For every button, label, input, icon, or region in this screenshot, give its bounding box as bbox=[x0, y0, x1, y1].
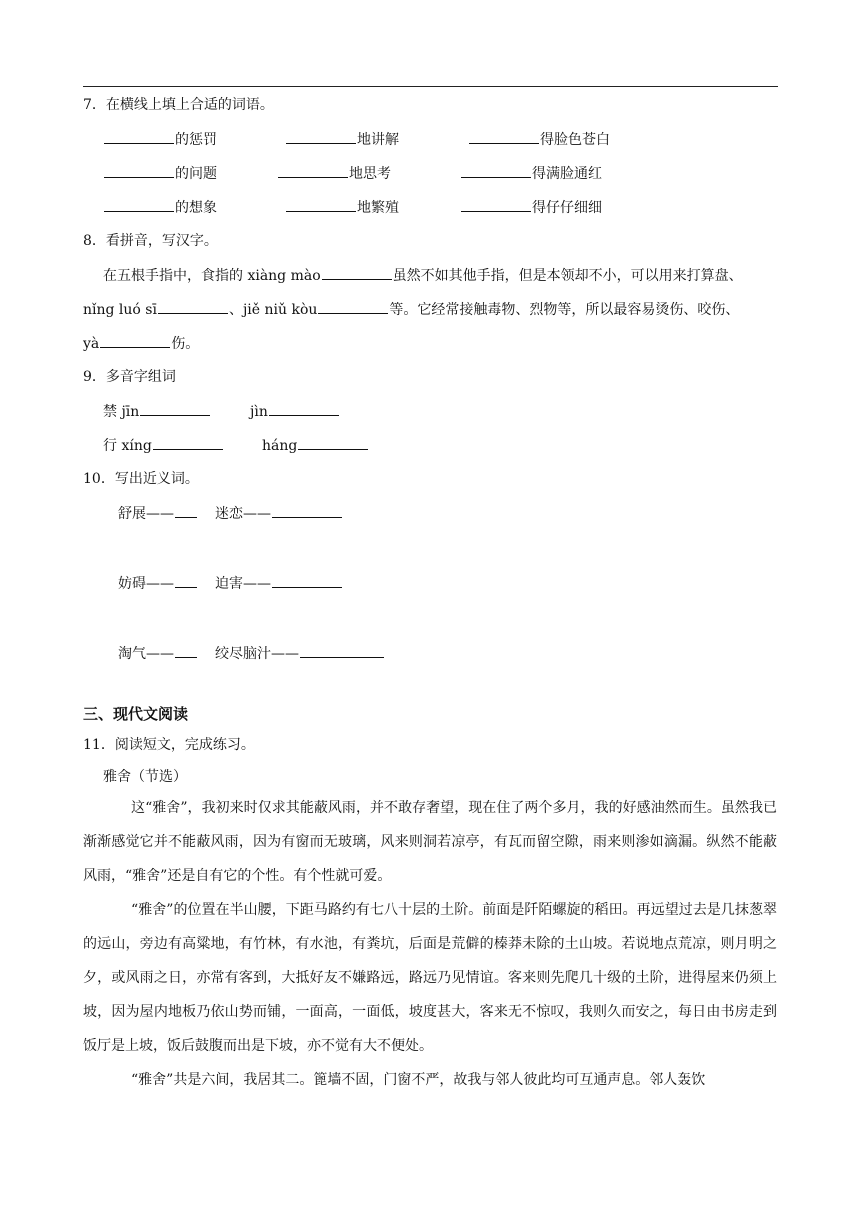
answer-blank[interactable] bbox=[272, 573, 342, 588]
answer-blank[interactable] bbox=[272, 503, 342, 518]
q8-line-1: 在五根手指中，食指的 xiàng mào 虽然不如其他手指，但是本领却不小，可以用来打算盘、 bbox=[103, 265, 743, 286]
q7-item[interactable]: 地繁殖 bbox=[285, 197, 399, 218]
q10-item[interactable]: 迫害—— bbox=[215, 573, 343, 594]
q9-item[interactable]: háng bbox=[262, 435, 369, 456]
answer-blank[interactable] bbox=[286, 197, 356, 212]
answer-blank[interactable] bbox=[286, 129, 356, 144]
q10-item[interactable]: 绞尽脑汁—— bbox=[215, 643, 385, 664]
q9-item[interactable]: 禁 jīn bbox=[103, 401, 211, 422]
q10-item[interactable]: 舒展—— bbox=[118, 503, 198, 524]
q11-title: 11．阅读短文，完成练习。 bbox=[83, 737, 255, 753]
answer-blank[interactable] bbox=[278, 163, 348, 178]
q7-item[interactable]: 地讲解 bbox=[285, 129, 399, 150]
q8-line-2: nǐng luó sī 、jiě niǔ kòu 等。它经常接触毒物、烈物等，所以最容易烫伤、咬伤、 bbox=[83, 299, 739, 320]
q7-item[interactable]: 得仔仔细细 bbox=[460, 197, 602, 218]
answer-blank[interactable] bbox=[298, 435, 368, 450]
q7-item[interactable]: 的问题 bbox=[103, 163, 217, 184]
q8-line-3: yà 伤。 bbox=[83, 333, 199, 354]
q7-item[interactable]: 得脸色苍白 bbox=[468, 129, 610, 150]
q8-title: 8．看拼音，写汉字。 bbox=[83, 233, 218, 249]
passage-title: 雅舍（节选） bbox=[103, 769, 187, 785]
answer-blank[interactable] bbox=[175, 573, 197, 588]
passage-paragraph: “雅舍”共是六间，我居其二。篦墙不固，门窗不严，故我与邻人彼此均可互通声息。邻人轰饮 bbox=[131, 1072, 706, 1088]
header-rule bbox=[83, 86, 778, 87]
answer-blank[interactable] bbox=[104, 129, 174, 144]
answer-blank[interactable] bbox=[318, 299, 388, 314]
q7-item[interactable]: 的想象 bbox=[103, 197, 217, 218]
answer-blank[interactable] bbox=[100, 333, 170, 348]
q9-item[interactable]: jìn bbox=[250, 401, 340, 422]
answer-blank[interactable] bbox=[140, 401, 210, 416]
answer-blank[interactable] bbox=[269, 401, 339, 416]
q7-item[interactable]: 地思考 bbox=[277, 163, 391, 184]
answer-blank[interactable] bbox=[153, 435, 223, 450]
q10-item[interactable]: 淘气—— bbox=[118, 643, 198, 664]
q10-item[interactable]: 妨碍—— bbox=[118, 573, 198, 594]
q10-item[interactable]: 迷恋—— bbox=[215, 503, 343, 524]
answer-blank[interactable] bbox=[469, 129, 539, 144]
answer-blank[interactable] bbox=[158, 299, 228, 314]
q7-title: 7．在横线上填上合适的词语。 bbox=[83, 97, 274, 113]
section-heading: 三、现代文阅读 bbox=[83, 705, 189, 723]
answer-blank[interactable] bbox=[175, 503, 197, 518]
answer-blank[interactable] bbox=[461, 163, 531, 178]
q10-title: 10．写出近义词。 bbox=[83, 471, 199, 487]
answer-blank[interactable] bbox=[322, 265, 392, 280]
answer-blank[interactable] bbox=[461, 197, 531, 212]
passage-paragraph: “雅舍”的位置在半山腰，下距马路约有七八十层的土阶。前面是阡陌螺旋的稻田。再远望过去是几抹葱翠的远山，旁边有高粱地，有竹林，有水池，有粪坑，后面是荒僻的榛莽未除的土山坡。若说地点荒凉，则月明之夕，或风雨之日，亦常有客到，大抵好友不嫌路远，路远乃见情谊。客来则先爬几十级的土阶，进得屋来仍须上坡，因为屋内地板乃依山势而铺，一面高，一面低，坡度甚大，客来无不惊叹，我则久而安之，每日由书房走到饭厅是上坡，饭后鼓腹而出是下坡，亦不觉有大不便处。 bbox=[83, 902, 777, 1054]
answer-blank[interactable] bbox=[104, 197, 174, 212]
q7-item[interactable]: 得满脸通红 bbox=[460, 163, 602, 184]
q9-item[interactable]: 行 xíng bbox=[103, 435, 224, 456]
q7-item[interactable]: 的惩罚 bbox=[103, 129, 217, 150]
answer-blank[interactable] bbox=[104, 163, 174, 178]
answer-blank[interactable] bbox=[300, 643, 384, 658]
passage-paragraph: 这“雅舍”，我初来时仅求其能蔽风雨，并不敢存奢望，现在住了两个多月，我的好感油然而生。虽然我已渐渐感觉它并不能蔽风雨，因为有窗而无玻璃，风来则洞若凉亭，有瓦而留空隙，雨来则渗如滴漏。纵然不能蔽风雨，“雅舍”还是自有它的个性。有个性就可爱。 bbox=[83, 800, 777, 884]
q9-title: 9．多音字组词 bbox=[83, 369, 176, 385]
answer-blank[interactable] bbox=[175, 643, 197, 658]
